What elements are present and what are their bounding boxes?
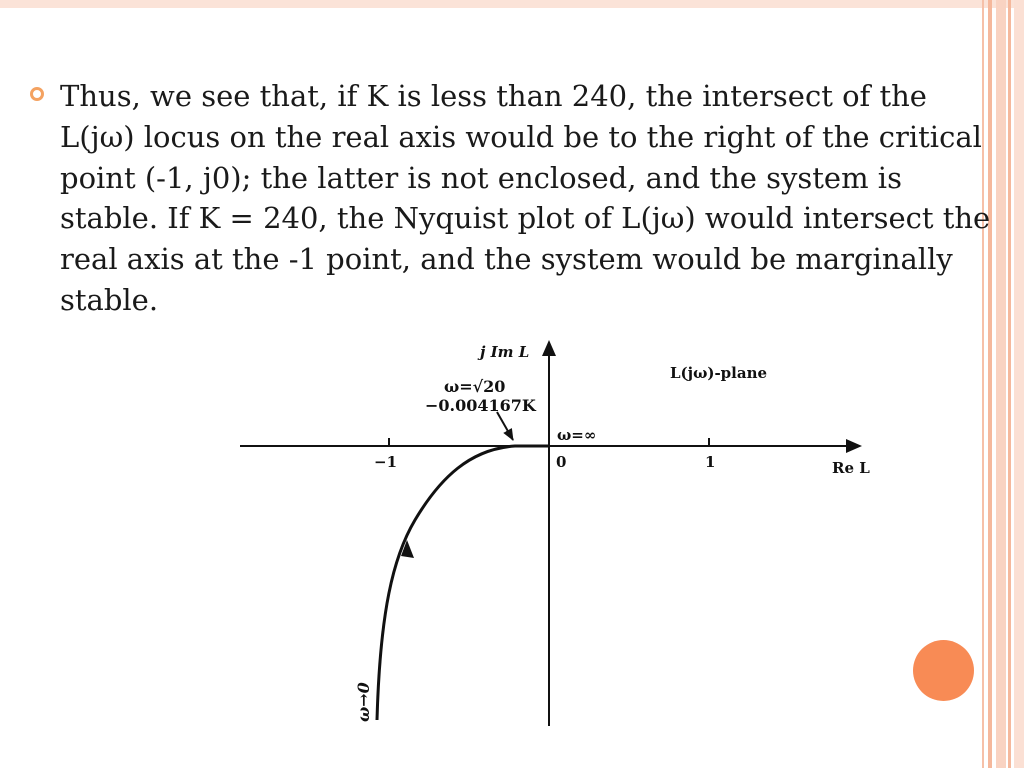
tick-label-minus-one: −1 — [374, 453, 398, 471]
omega-zero-label: ω→0 — [354, 682, 373, 722]
omega-infinity-label: ω=∞ — [557, 426, 597, 444]
nyquist-locus-curve — [377, 446, 549, 720]
annotation-pointer-arrow — [497, 412, 513, 440]
tick-label-one: 1 — [705, 453, 716, 471]
slide-paragraph: Thus, we see that, if K is less than 240, the intersect of the L(jω) locus on the real axis would be to the right of the critical point (-1, j0); the latter is not enclosed, and the system is stable. If K = 240, the Nyquist plot of L(jω) would intersect the real axis at the -1 point, and the system would be marginally stable. — [60, 79, 991, 317]
annotation-omega-sqrt20: ω=√20 — [444, 377, 506, 396]
x-axis-label: Re L — [832, 459, 870, 477]
plane-label: L(jω)-plane — [670, 364, 768, 382]
imaginary-axis-arrow-icon — [542, 340, 556, 356]
y-axis-label: j Im L — [480, 343, 530, 361]
annotation-k-coefficient: −0.004167K — [425, 396, 536, 415]
decor-circle — [913, 640, 974, 701]
real-axis-arrow-icon — [846, 439, 862, 453]
tick-label-zero: 0 — [556, 453, 567, 471]
